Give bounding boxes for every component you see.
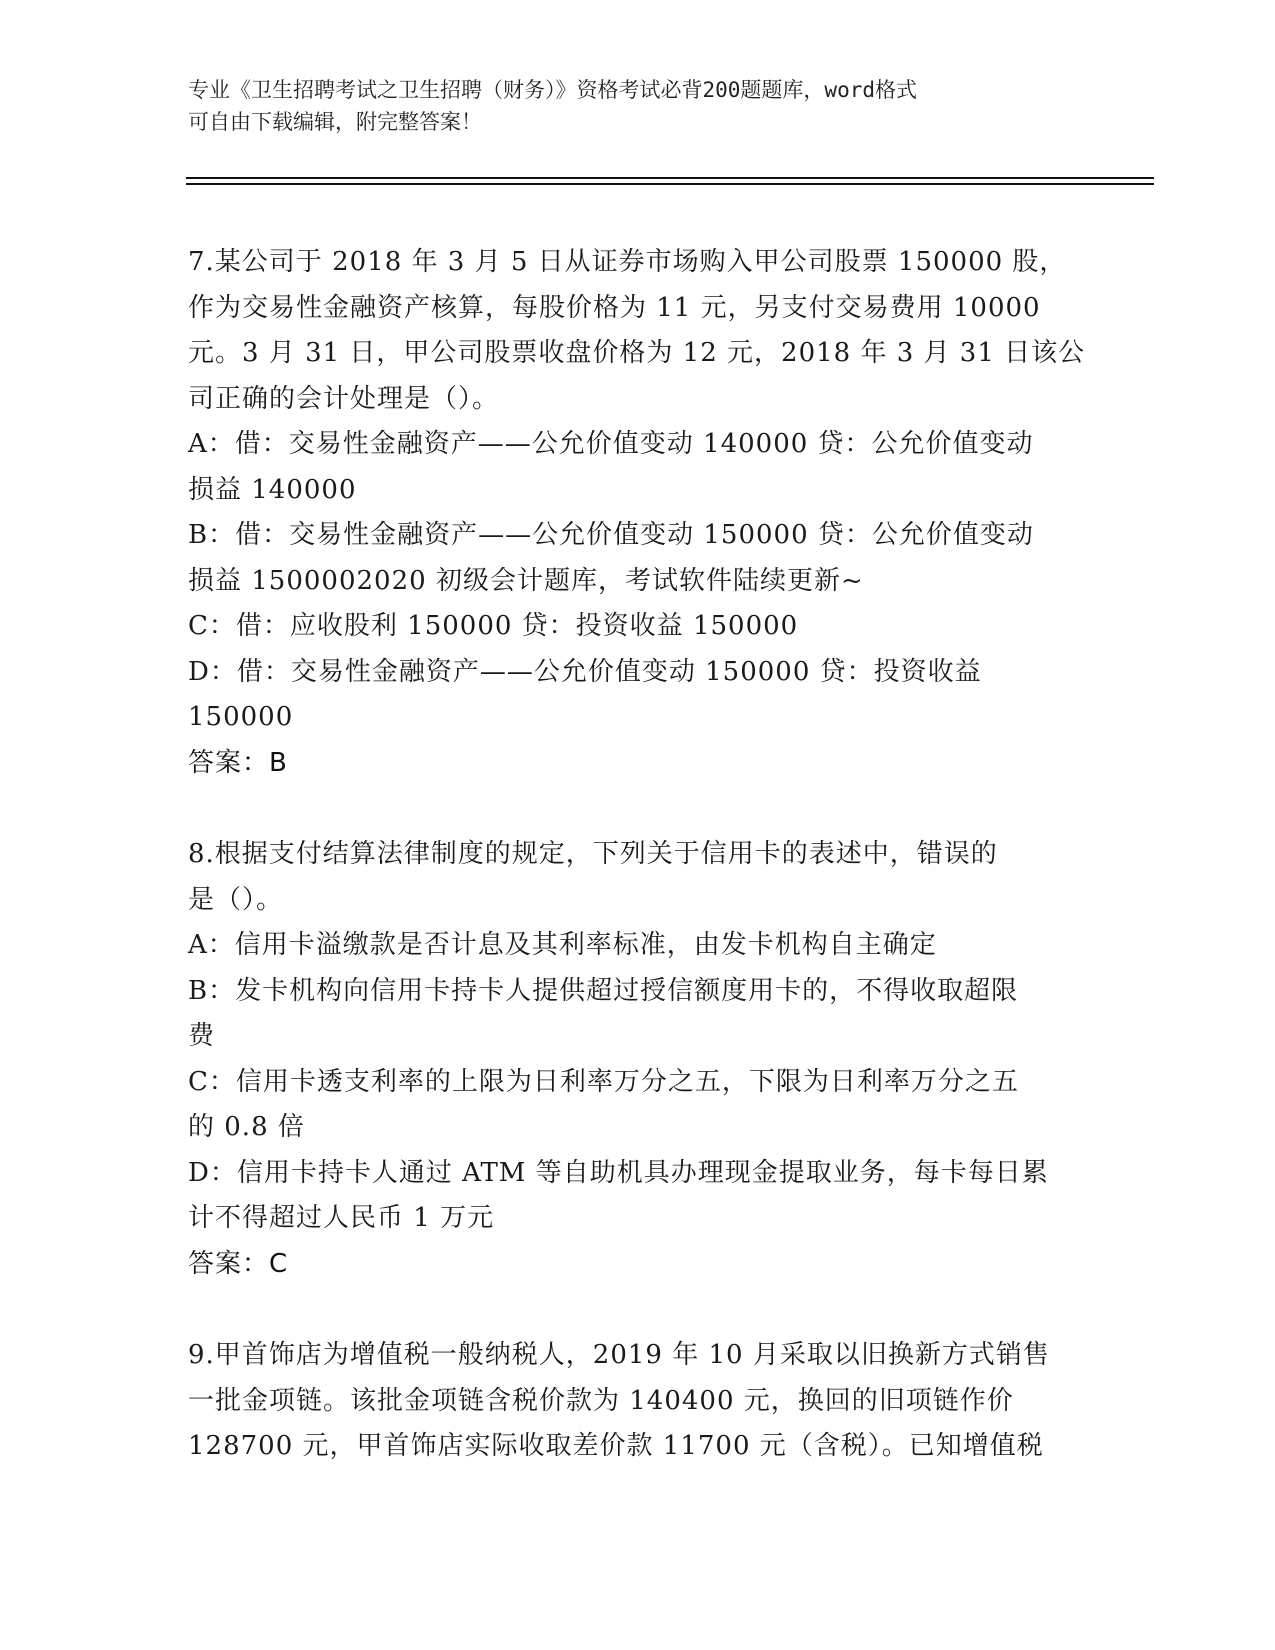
option-b-line: B：发卡机构向信用卡持卡人提供超过授信额度用卡的，不得收取超限 xyxy=(188,975,1019,1006)
question-text-line: 8.根据支付结算法律制度的规定，下列关于信用卡的表述中，错误的 xyxy=(188,839,998,869)
question-text-line: 作为交易性金融资产核算，每股价格为 11 元，另支付交易费用 10000 xyxy=(188,292,1041,323)
question-spacer xyxy=(188,786,1088,832)
header-divider-top xyxy=(186,177,1154,179)
question-text-line: 7.某公司于 2018 年 3 月 5 日从证券市场购入甲公司股票 150000 股， xyxy=(188,247,1067,277)
question-text-line: 一批金项链。该批金项链含税价款为 140400 元，换回的旧项链作价 xyxy=(188,1385,1014,1416)
question-spacer xyxy=(188,1287,1088,1333)
header-title-line-2: 可自由下载编辑，附完整答案！ xyxy=(188,110,482,134)
option-d-line: D：信用卡持卡人通过 ATM 等自助机具办理现金提取业务，每卡每日累 xyxy=(188,1157,1049,1188)
option-c-line: 的 0.8 倍 xyxy=(188,1112,305,1142)
question-text-line: 是（）。 xyxy=(188,884,284,915)
document-header xyxy=(188,74,1088,138)
header-title-line-1: 专业《卫生招聘考试之卫生招聘（财务）》资格考试必背200题题库，word格式 xyxy=(188,78,917,102)
option-b-line: 损益 1500002020 初级会计题库，考试软件陆续更新~ xyxy=(188,565,864,596)
question-text-line: 128700 元，甲首饰店实际收取差价款 11700 元（含税）。已知增值税 xyxy=(188,1431,1044,1461)
answer-label: 答案：C xyxy=(188,1248,289,1279)
question-text-line: 9.甲首饰店为增值税一般纳税人，2019 年 10 月采取以旧换新方式销售 xyxy=(188,1340,1050,1370)
option-b-line: 费 xyxy=(188,1021,216,1051)
option-a-line: A：借：交易性金融资产——公允价值变动 140000 贷：公允价值变动 xyxy=(188,429,1034,459)
option-c-line: C：借：应收股利 150000 贷：投资收益 150000 xyxy=(188,611,799,641)
question-8 xyxy=(188,832,1088,1287)
option-c-line: C：信用卡透支利率的上限为日利率万分之五，下限为日利率万分之五 xyxy=(188,1066,1019,1097)
question-text-line: 司正确的会计处理是（）。 xyxy=(188,383,500,414)
header-divider-bottom xyxy=(186,183,1154,185)
option-d-line: 计不得超过人民币 1 万元 xyxy=(188,1203,495,1233)
option-a-line: 损益 140000 xyxy=(188,474,357,505)
option-b-line: B：借：交易性金融资产——公允价值变动 150000 贷：公允价值变动 xyxy=(188,520,1034,550)
answer-label: 答案：B xyxy=(188,747,288,778)
option-d-line: 150000 xyxy=(188,702,294,732)
option-d-line: D：借：交易性金融资产——公允价值变动 150000 贷：投资收益 xyxy=(188,656,982,687)
option-a-line: A：信用卡溢缴款是否计息及其利率标准，由发卡机构自主确定 xyxy=(188,930,937,960)
question-9 xyxy=(188,1333,1088,1470)
question-list xyxy=(188,240,1088,1470)
question-7 xyxy=(188,240,1088,786)
question-text-line: 元。3 月 31 日，甲公司股票收盘价格为 12 元，2018 年 3 月 31 日该公 xyxy=(188,338,1086,368)
